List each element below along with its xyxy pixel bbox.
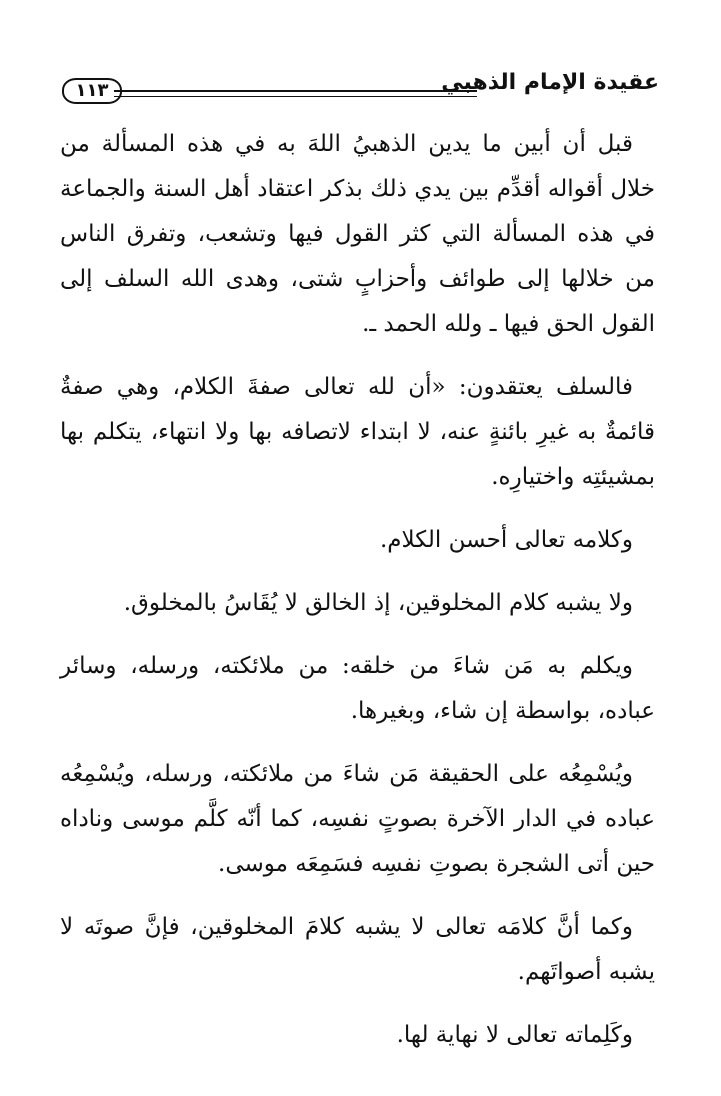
page-number: ١١٣ [62, 78, 122, 104]
paragraph: ولا يشبه كلام المخلوقين، إذ الخالق لا يُقَاسُ بالمخلوق. [123, 590, 633, 616]
header-rule [114, 90, 477, 97]
page-header [62, 68, 659, 108]
paragraph: ويُسْمِعُه على الحقيقة مَن شاءَ من ملائكته، ورسله، ويُسْمِعُه عباده في الدار الآخرة بصوتٍ نفسِه، كما أنّه كلَّم موسى وناداه حين أتى الشجرة بصوتِ نفسِه فسَمِعَه موسى. [60, 761, 655, 877]
paragraph: وكلامه تعالى أحسن الكلام. [379, 527, 633, 553]
paragraph: وكما أنَّ كلامَه تعالى لا يشبه كلامَ المخلوقين، فإنَّ صوتَه لا يشبه أصواتَهم. [60, 914, 655, 985]
paragraph: ويكلم به مَن شاءَ من خلقه: من ملائكته، ورسله، وسائر عباده، بواسطة إن شاء، وبغيرها. [60, 653, 655, 724]
page-body [60, 122, 655, 1076]
paragraph: وكَلِماته تعالى لا نهاية لها. [396, 1022, 633, 1048]
paragraph: قبل أن أبين ما يدين الذهبيُ اللهَ به في هذه المسألة من خلال أقواله أقدِّم بين يدي ذلك بذكر اعتقاد أهل السنة والجماعة في هذه المسألة التي كثر القول فيها وتشعب، وتفرق الناس من خلالها إلى طوائف وأحزابٍ شتى، وهدى الله السلف إلى القول الحق فيها ـ ولله الحمد ـ. [60, 131, 655, 337]
paragraph: فالسلف يعتقدون: «أن لله تعالى صفةَ الكلام، وهي صفةٌ قائمةٌ به غيرِ بائنةٍ عنه، لا ابتداء لاتصافه بها ولا انتهاء، يتكلم بها بمشيئتِه واختيارِه. [60, 374, 655, 490]
running-title: عقيدة الإمام الذهبي [441, 70, 659, 95]
